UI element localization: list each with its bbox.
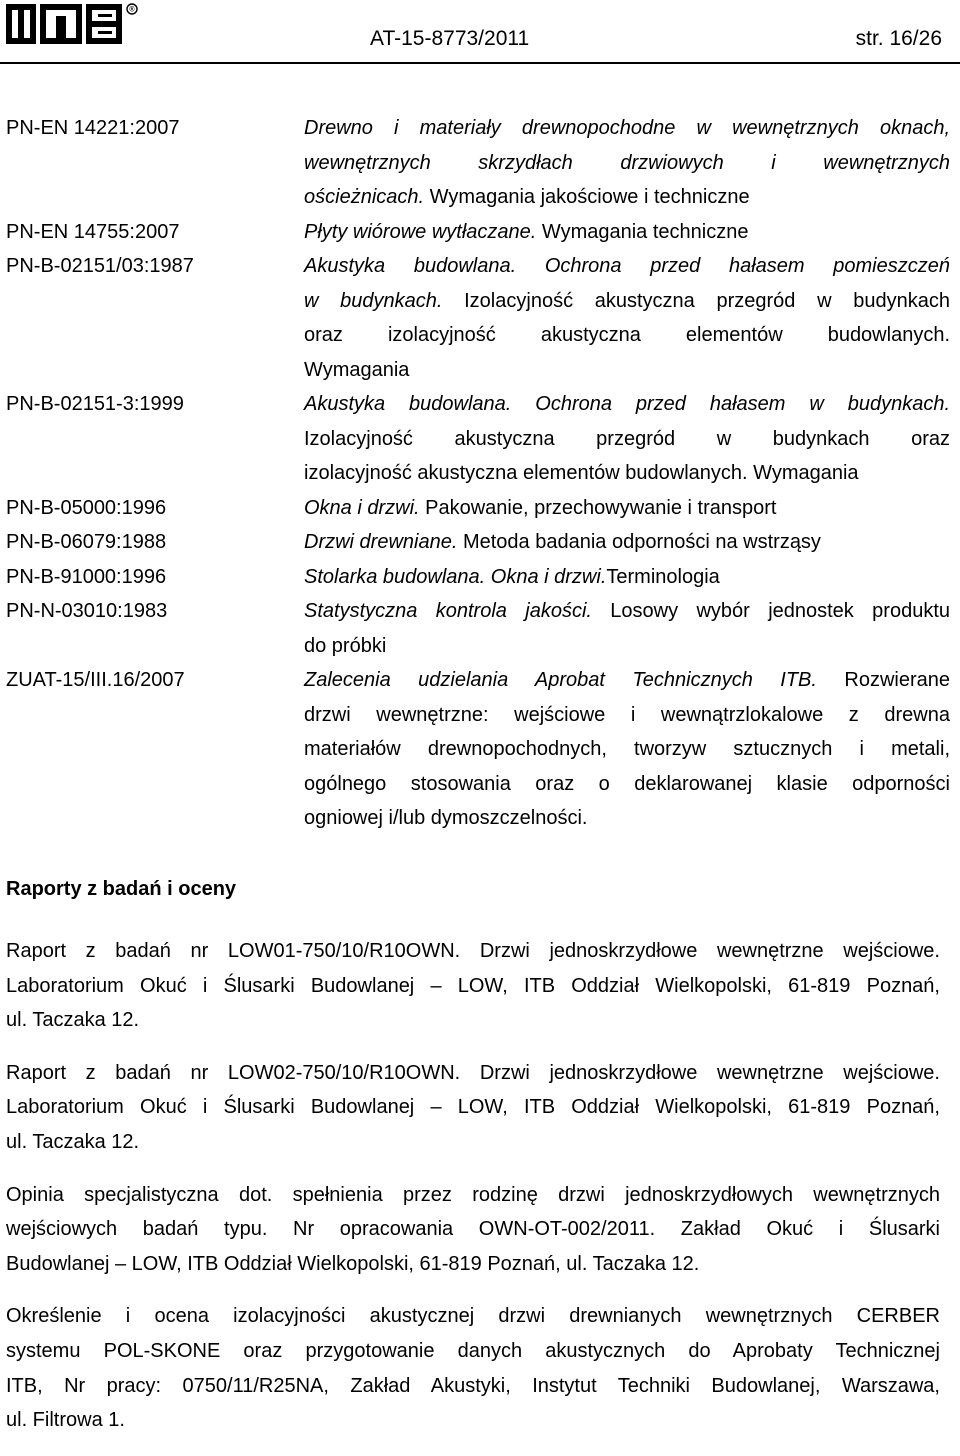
description-line bbox=[304, 353, 950, 388]
description-line bbox=[304, 732, 950, 767]
reports-paragraphs bbox=[6, 934, 940, 1438]
description-text: oraz izolacyjność akustyczna elementów budowlanych. bbox=[304, 324, 950, 346]
description-text: materiałów drewnopochodnych, tworzyw sztucznych i metali, bbox=[304, 738, 950, 760]
description-text: do próbki bbox=[304, 634, 387, 657]
description-line bbox=[304, 249, 950, 284]
description-text: Terminologia bbox=[606, 565, 720, 588]
standard-row bbox=[6, 491, 950, 526]
standard-code: ZUAT-15/III.16/2007 bbox=[6, 669, 185, 691]
description-text: Pakowanie, przechowywanie i transport bbox=[419, 496, 777, 519]
page-number: str. 16/26 bbox=[855, 27, 942, 50]
paragraph-line: Opinia specjalistyczna dot. spełnienia przez rodzinę drzwi jednoskrzydłowych wewnętrznych bbox=[6, 1183, 940, 1206]
standard-description bbox=[304, 594, 950, 663]
standard-code: PN-B-02151-3:1999 bbox=[6, 393, 184, 415]
standard-description bbox=[304, 525, 950, 560]
description-line bbox=[304, 456, 950, 491]
standard-code: PN-B-91000:1996 bbox=[6, 565, 167, 588]
paragraph-line: Budowlanej – LOW, ITB Oddział Wielkopolski, 61-819 Poznań, ul. Taczaka 12. bbox=[6, 1252, 700, 1275]
standard-code: PN-EN 14755:2007 bbox=[6, 220, 180, 243]
description-line bbox=[304, 318, 950, 353]
description-text: Izolacyjność akustyczna przegród w budynkach bbox=[442, 289, 950, 312]
description-italic: Drzwi drewniane. bbox=[304, 531, 458, 553]
description-text: Wymagania jakościowe i techniczne bbox=[424, 186, 750, 208]
description-italic: Płyty wiórowe wytłaczane. bbox=[304, 220, 537, 243]
description-text: Metoda badania odporności na wstrząsy bbox=[457, 531, 821, 553]
reports-section bbox=[6, 872, 940, 1456]
description-line bbox=[304, 215, 950, 250]
description-line bbox=[304, 767, 950, 802]
description-text: ogniowej i/lub dymoszczelności. bbox=[304, 807, 588, 829]
svg-text:®: ® bbox=[129, 6, 135, 14]
description-line bbox=[304, 560, 950, 595]
standards-list bbox=[6, 111, 950, 836]
description-italic: Akustyka budowlana. Ochrona przed hałasem pomieszczeń bbox=[304, 255, 950, 277]
itb-logo bbox=[6, 2, 138, 46]
paragraph-line: Laboratorium Okuć i Ślusarki Budowlanej – LOW, ITB Oddział Wielkopolski, 61-819 Poznań, bbox=[6, 974, 940, 997]
standard-description bbox=[304, 491, 950, 526]
section-title: Raporty z badań i oceny bbox=[6, 878, 237, 900]
description-line bbox=[304, 663, 950, 698]
document-number: AT-15-8773/2011 bbox=[370, 27, 530, 50]
standard-code: PN-EN 14221:2007 bbox=[6, 117, 180, 139]
description-line bbox=[304, 180, 950, 215]
description-text: izolacyjność akustyczna elementów budowlanych. Wymagania bbox=[304, 462, 859, 484]
report-paragraph bbox=[6, 1299, 940, 1437]
paragraph-line: Raport z badań nr LOW02-750/10/R10OWN. Drzwi jednoskrzydłowe wewnętrzne wejściowe. bbox=[6, 1061, 940, 1084]
description-text: Wymagania techniczne bbox=[536, 220, 749, 243]
description-line bbox=[304, 801, 950, 836]
description-italic: ościeżnicach. bbox=[304, 186, 425, 208]
standard-description bbox=[304, 215, 950, 250]
header-divider bbox=[0, 62, 960, 64]
description-italic: w budynkach. bbox=[304, 289, 443, 312]
paragraph-line: ul. Filtrowa 1. bbox=[6, 1409, 125, 1432]
paragraph-line: Określenie i ocena izolacyjności akustycznej drzwi drewnianych wewnętrznych CERBER bbox=[6, 1305, 940, 1328]
standard-row bbox=[6, 594, 950, 663]
page-header bbox=[0, 0, 960, 64]
description-text: ogólnego stosowania oraz o deklarowanej klasie odporności bbox=[304, 772, 950, 795]
paragraph-line: ul. Taczaka 12. bbox=[6, 1130, 140, 1153]
description-italic: Akustyka budowlana. Ochrona przed hałasem w budynkach. bbox=[304, 393, 950, 415]
description-text: Losowy wybór jednostek produktu bbox=[591, 600, 950, 622]
standard-row bbox=[6, 560, 950, 595]
standard-code: PN-B-06079:1988 bbox=[6, 531, 167, 553]
description-line bbox=[304, 525, 950, 560]
standard-description bbox=[304, 560, 950, 595]
standard-row bbox=[6, 111, 950, 215]
description-line bbox=[304, 111, 950, 146]
description-line bbox=[304, 491, 950, 526]
standard-row bbox=[6, 387, 950, 491]
standard-row bbox=[6, 525, 950, 560]
description-text: Izolacyjność akustyczna przegród w budynkach oraz bbox=[304, 427, 950, 450]
standard-row bbox=[6, 249, 950, 387]
standard-description bbox=[304, 249, 950, 387]
standard-code: PN-B-05000:1996 bbox=[6, 496, 167, 519]
description-text: drzwi wewnętrzne: wejściowe i wewnątrzlokalowe z drewna bbox=[304, 703, 950, 726]
description-italic: wewnętrznych skrzydłach drzwiowych i wewnętrznych bbox=[304, 151, 950, 174]
description-line bbox=[304, 594, 950, 629]
paragraph-line: ITB, Nr pracy: 0750/11/R25NA, Zakład Akustyki, Instytut Techniki Budowlanej, Warszawa, bbox=[6, 1374, 940, 1397]
standard-row bbox=[6, 215, 950, 250]
report-paragraph bbox=[6, 934, 940, 1038]
description-line bbox=[304, 422, 950, 457]
paragraph-line: Raport z badań nr LOW01-750/10/R10OWN. Drzwi jednoskrzydłowe wewnętrzne wejściowe. bbox=[6, 940, 940, 962]
standard-row bbox=[6, 663, 950, 836]
description-line bbox=[304, 698, 950, 733]
description-line bbox=[304, 146, 950, 181]
description-line bbox=[304, 387, 950, 422]
description-italic: Zalecenia udzielania Aprobat Technicznych ITB. bbox=[304, 669, 817, 691]
paragraph-line: systemu POL-SKONE oraz przygotowanie danych akustycznych do Aprobaty Technicznej bbox=[6, 1339, 940, 1362]
report-paragraph bbox=[6, 1056, 940, 1160]
paragraph-line: ul. Taczaka 12. bbox=[6, 1009, 140, 1032]
report-paragraph bbox=[6, 1178, 940, 1282]
description-italic: Drewno i materiały drewnopochodne w wewnętrznych oknach, bbox=[304, 117, 950, 139]
standard-description bbox=[304, 111, 950, 215]
description-italic: Statystyczna kontrola jakości. bbox=[304, 600, 592, 622]
description-italic: Okna i drzwi. bbox=[304, 496, 420, 519]
description-italic: Stolarka budowlana. Okna i drzwi. bbox=[304, 565, 607, 588]
paragraph-line: wejściowych badań typu. Nr opracowania OWN-OT-002/2011. Zakład Okuć i Ślusarki bbox=[6, 1218, 940, 1241]
description-line bbox=[304, 629, 950, 664]
standard-description bbox=[304, 663, 950, 836]
standard-code: PN-N-03010:1983 bbox=[6, 600, 168, 622]
standard-code: PN-B-02151/03:1987 bbox=[6, 255, 194, 277]
description-text: Wymagania bbox=[304, 358, 410, 381]
standard-description bbox=[304, 387, 950, 491]
description-line bbox=[304, 284, 950, 319]
description-text: Rozwierane bbox=[816, 669, 950, 691]
paragraph-line: Laboratorium Okuć i Ślusarki Budowlanej – LOW, ITB Oddział Wielkopolski, 61-819 Poznań, bbox=[6, 1096, 940, 1119]
